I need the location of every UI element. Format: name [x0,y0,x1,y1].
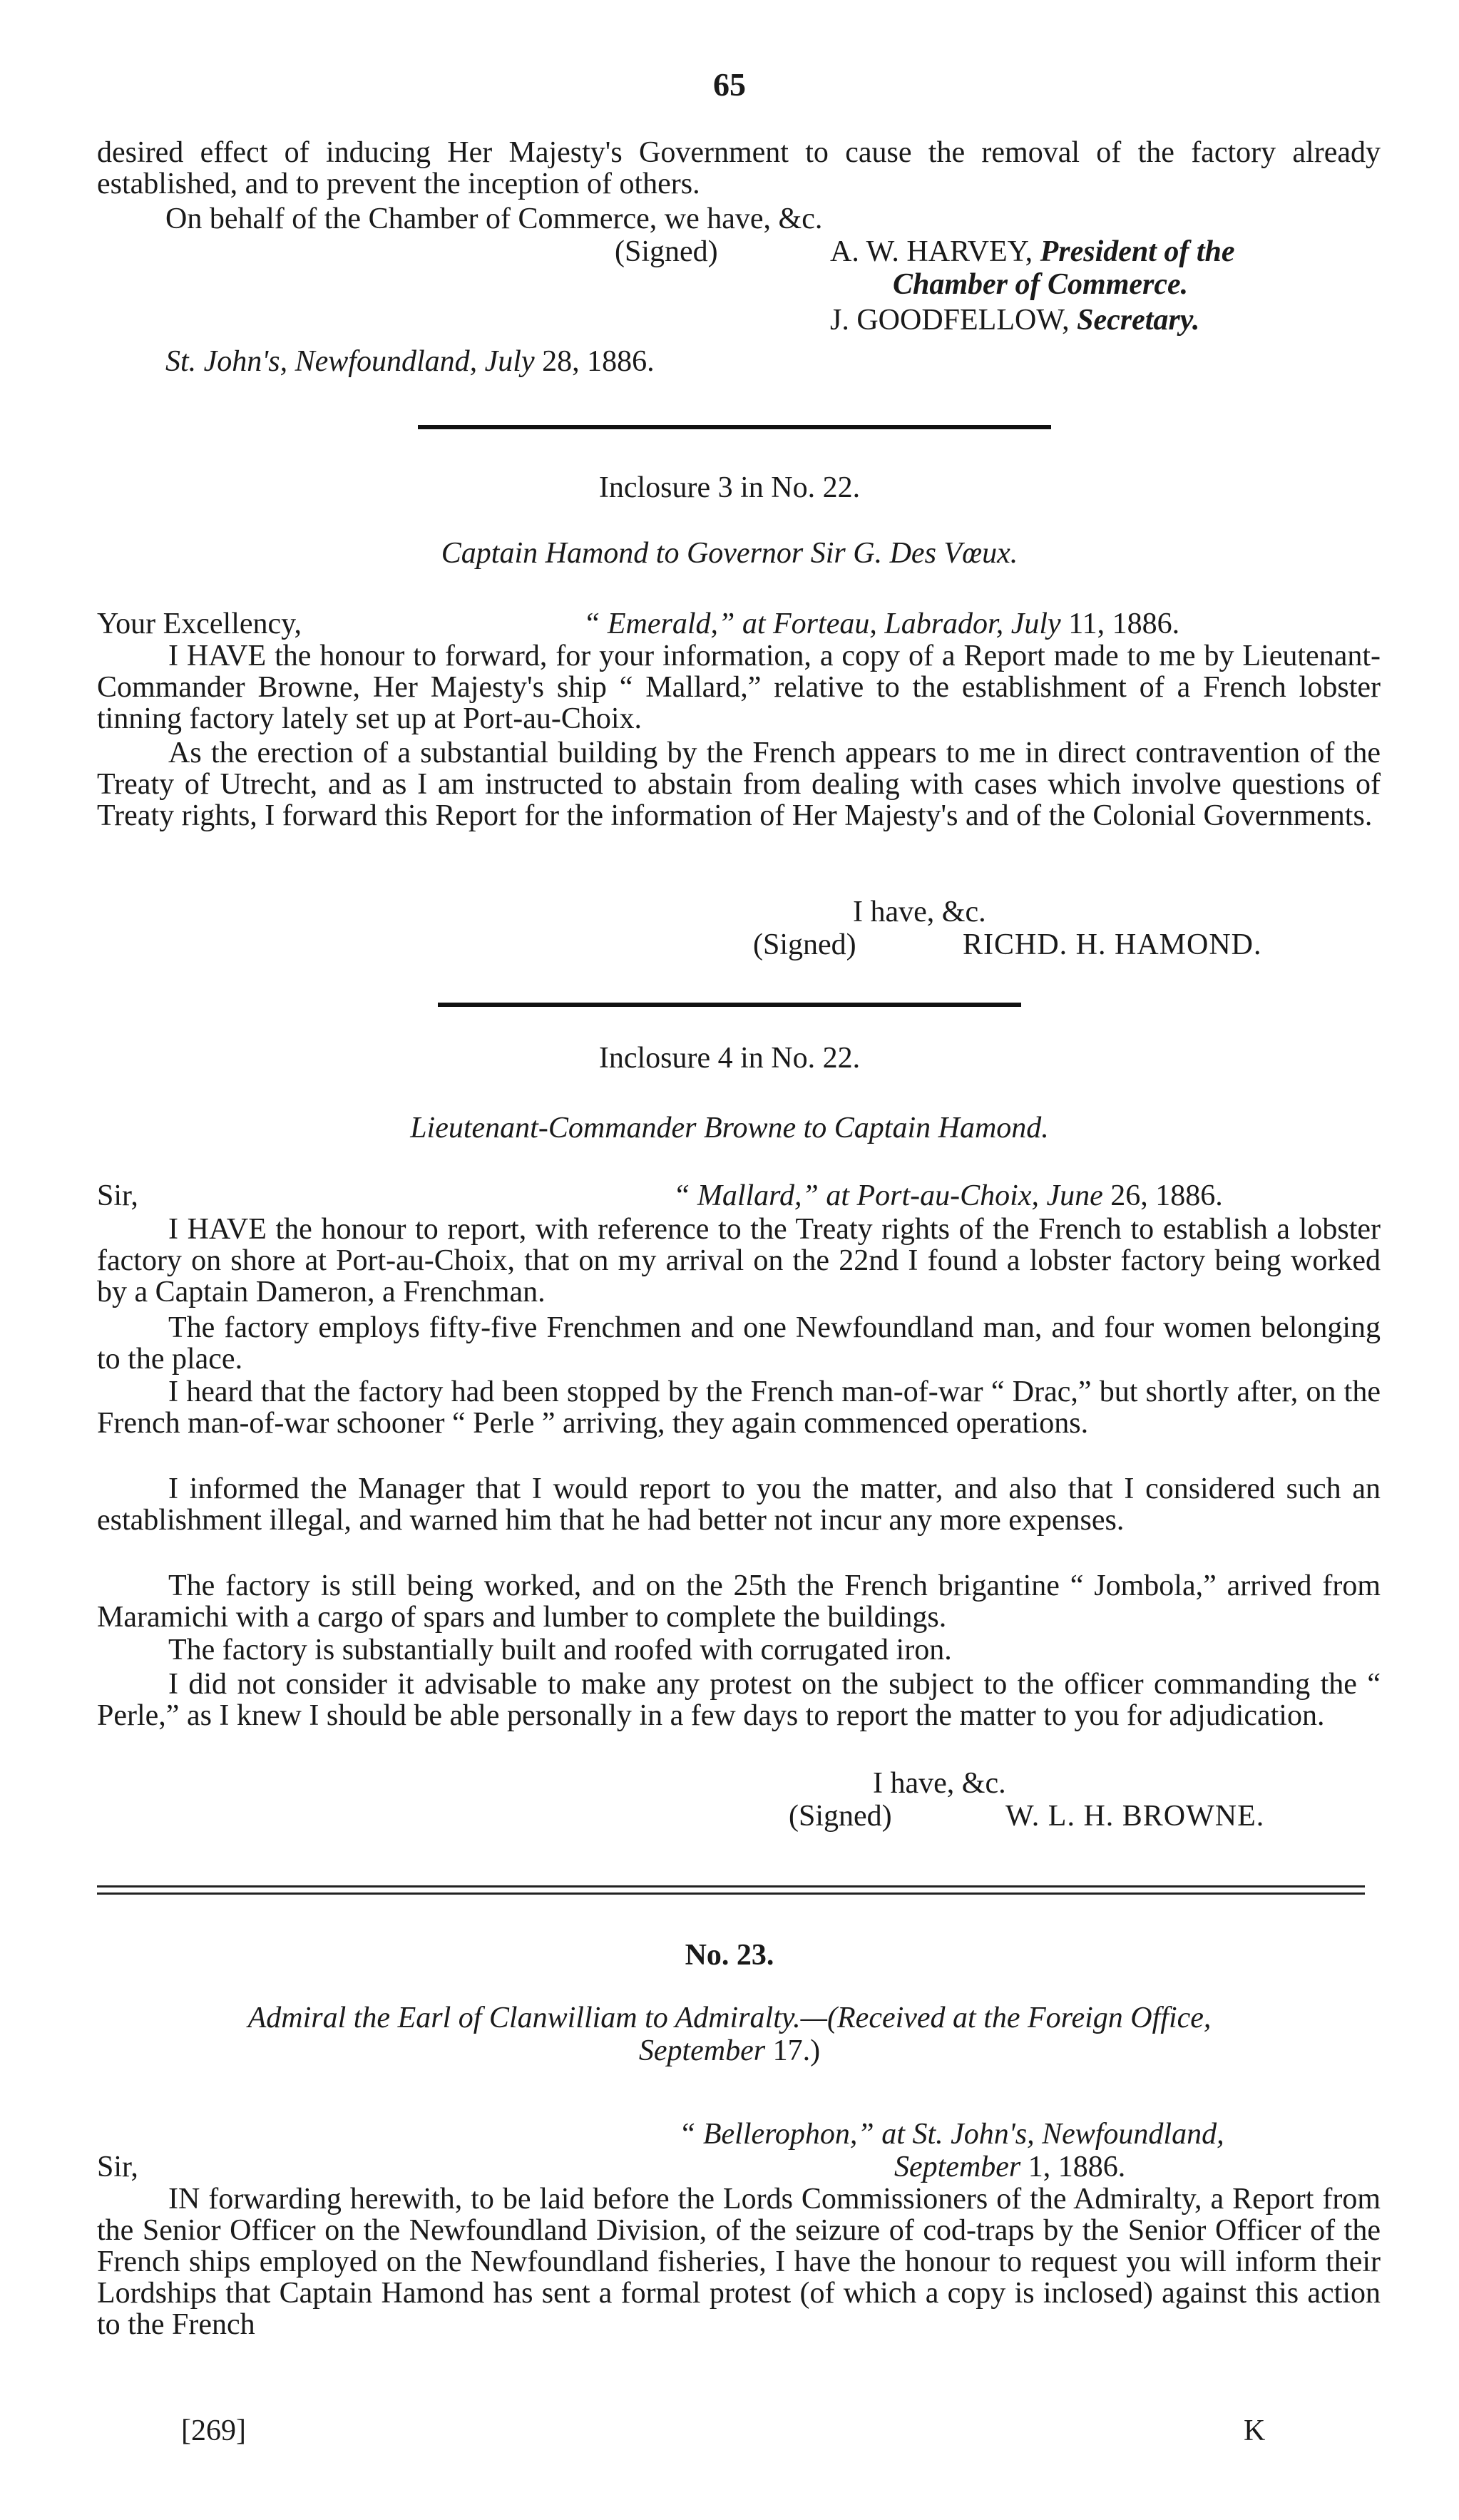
signature-goodfellow-title: Secretary. [1077,304,1200,337]
no23-subheading-month: September [638,2034,766,2067]
signature-goodfellow-name: J. GOODFELLOW, [830,304,1070,337]
inclosure3-paragraph-2: As the erection of a substantial building by the French appears to me in direct contravention of the Treaty of Utrecht, and as I am instructed to abstain from dealing with cases which involve questions of Treaty rights, I forward this Report for the information of Her Majesty's and of the Colonial Governments. [97,737,1381,832]
signature-harvey-name: A. W. HARVEY, [830,235,1033,268]
inclosure4-paragraph-4: I informed the Manager that I would report to you the matter, and also that I considered such an establishment illegal, and warned him that he had better not incur any more expenses. [97,1472,1381,1537]
opening-closing-line: On behalf of the Chamber of Commerce, we have, &c. [165,203,823,235]
inclosure4-dateline [673,1179,1223,1212]
inclosure3-dateline [583,608,1179,640]
footer-signature-mark: [269] [181,2414,246,2447]
no23-dateline-line1: “ Bellerophon,” at St. John's, Newfoundland, [679,2118,1224,2151]
no23-subheading-num: 17.) [772,2034,821,2067]
inclosure3-heading: Inclosure 3 in No. 22. [598,471,861,504]
inclosure4-subheading: Lieutenant-Commander Browne to Captain Hamond. [410,1112,1049,1144]
opening-place-date [165,345,655,378]
inclosure4-salutation: Sir, [97,1179,138,1212]
signature-harvey-title-cont: Chamber of Commerce. [893,268,1189,301]
inclosure4-paragraph-3: I heard that the factory had been stopped by the French man-of-war “ Drac,” but shortly after, on the French man-of-war schooner “ Perle ” arriving, they again commenced operations. [97,1376,1381,1440]
no23-salutation: Sir, [97,2151,138,2183]
inclosure3-dateline-num: 11, 1886. [1068,608,1180,640]
inclosure4-paragraph-2: The factory employs fifty-five Frenchmen and one Newfoundland man, and four women belonging to the place. [97,1311,1381,1376]
section-divider-2 [438,1003,1021,1007]
inclosure4-dateline-text: “ Mallard,” at Port-au-Choix, June [673,1179,1103,1212]
inclosure3-dateline-text: “ Emerald,” at Forteau, Labrador, July [583,608,1061,640]
inclosure4-signed-label: (Signed) [789,1800,892,1833]
inclosure4-dateline-num: 26, 1886. [1110,1179,1223,1212]
no23-subheading-line2 [0,2034,1459,2068]
inclosure4-paragraph-5: The factory is still being worked, and on the 25th the French brigantine “ Jombola,” arrived from Maramichi with a cargo of spars and lumber to complete the buildings. [97,1569,1381,1634]
no23-heading: No. 23. [685,1939,774,1972]
inclosure4-paragraph-1: I HAVE the honour to report, with reference to the Treaty rights of the French to establish a lobster factory on shore at Port-au-Choix, that on my arrival on the 22nd I found a lobster factory being worked by a Captain Dameron, a Frenchman. [97,1213,1381,1308]
footer-sheet-letter: K [1244,2414,1266,2447]
signature-harvey-title: President of the [1040,235,1235,268]
inclosure4-close: I have, &c. [873,1767,1006,1800]
inclosure3-subheading: Captain Hamond to Governor Sir G. Des Vœux. [441,537,1018,570]
opening-place-date-num: 28, 1886. [542,345,655,378]
inclosure3-paragraph-1: I HAVE the honour to forward, for your information, a copy of a Report made to me by Lieutenant-Commander Browne, Her Majesty's ship “ Mallard,” relative to the establishment of a French lobster tinning factory lately set up at Port-au-Choix. [97,640,1381,735]
signature-harvey [830,235,1235,268]
section-divider-1 [418,425,1051,429]
inclosure3-signed-label: (Signed) [753,928,856,961]
opening-paragraph-continued: desired effect of inducing Her Majesty's Government to cause the removal of the factory already established, and to prevent the inception of others. [97,136,1381,200]
no23-dateline-line2 [894,2151,1125,2183]
inclosure4-signer: W. L. H. BROWNE. [1005,1800,1265,1833]
section-divider-3b [97,1892,1365,1895]
signature-goodfellow [830,304,1199,337]
section-divider-3a [97,1885,1365,1888]
inclosure4-heading: Inclosure 4 in No. 22. [598,1042,861,1075]
no23-paragraph-1: IN forwarding herewith, to be laid before the Lords Commissioners of the Admiralty, a Report from the Senior Officer on the Newfoundland Division, of the seizure of cod-traps by the Senior Officer of the French ships employed on the Newfoundland fisheries, I have the honour to request you will inform their Lordships that Captain Hamond has sent a formal protest (of which a copy is inclosed) against this action to the French [97,2183,1381,2341]
opening-signed-label: (Signed) [615,235,718,268]
no23-dateline-month: September [894,2151,1021,2183]
inclosure3-close: I have, &c. [853,896,986,928]
no23-dateline-num: 1, 1886. [1028,2151,1126,2183]
inclosure4-paragraph-6: The factory is substantially built and roofed with corrugated iron. [168,1634,952,1666]
opening-place-date-text: St. John's, Newfoundland, July [165,345,535,378]
inclosure4-paragraph-7: I did not consider it advisable to make any protest on the subject to the officer commanding the “ Perle,” as I knew I should be able personally in a few days to report the matter to you for adjudication. [97,1668,1381,1732]
page-number: 65 [713,66,746,103]
inclosure3-salutation: Your Excellency, [97,608,302,640]
inclosure3-signer: RICHD. H. HAMOND. [963,928,1262,961]
no23-subheading-line1: Admiral the Earl of Clanwilliam to Admiralty.—(Received at the Foreign Office, [247,2002,1212,2034]
